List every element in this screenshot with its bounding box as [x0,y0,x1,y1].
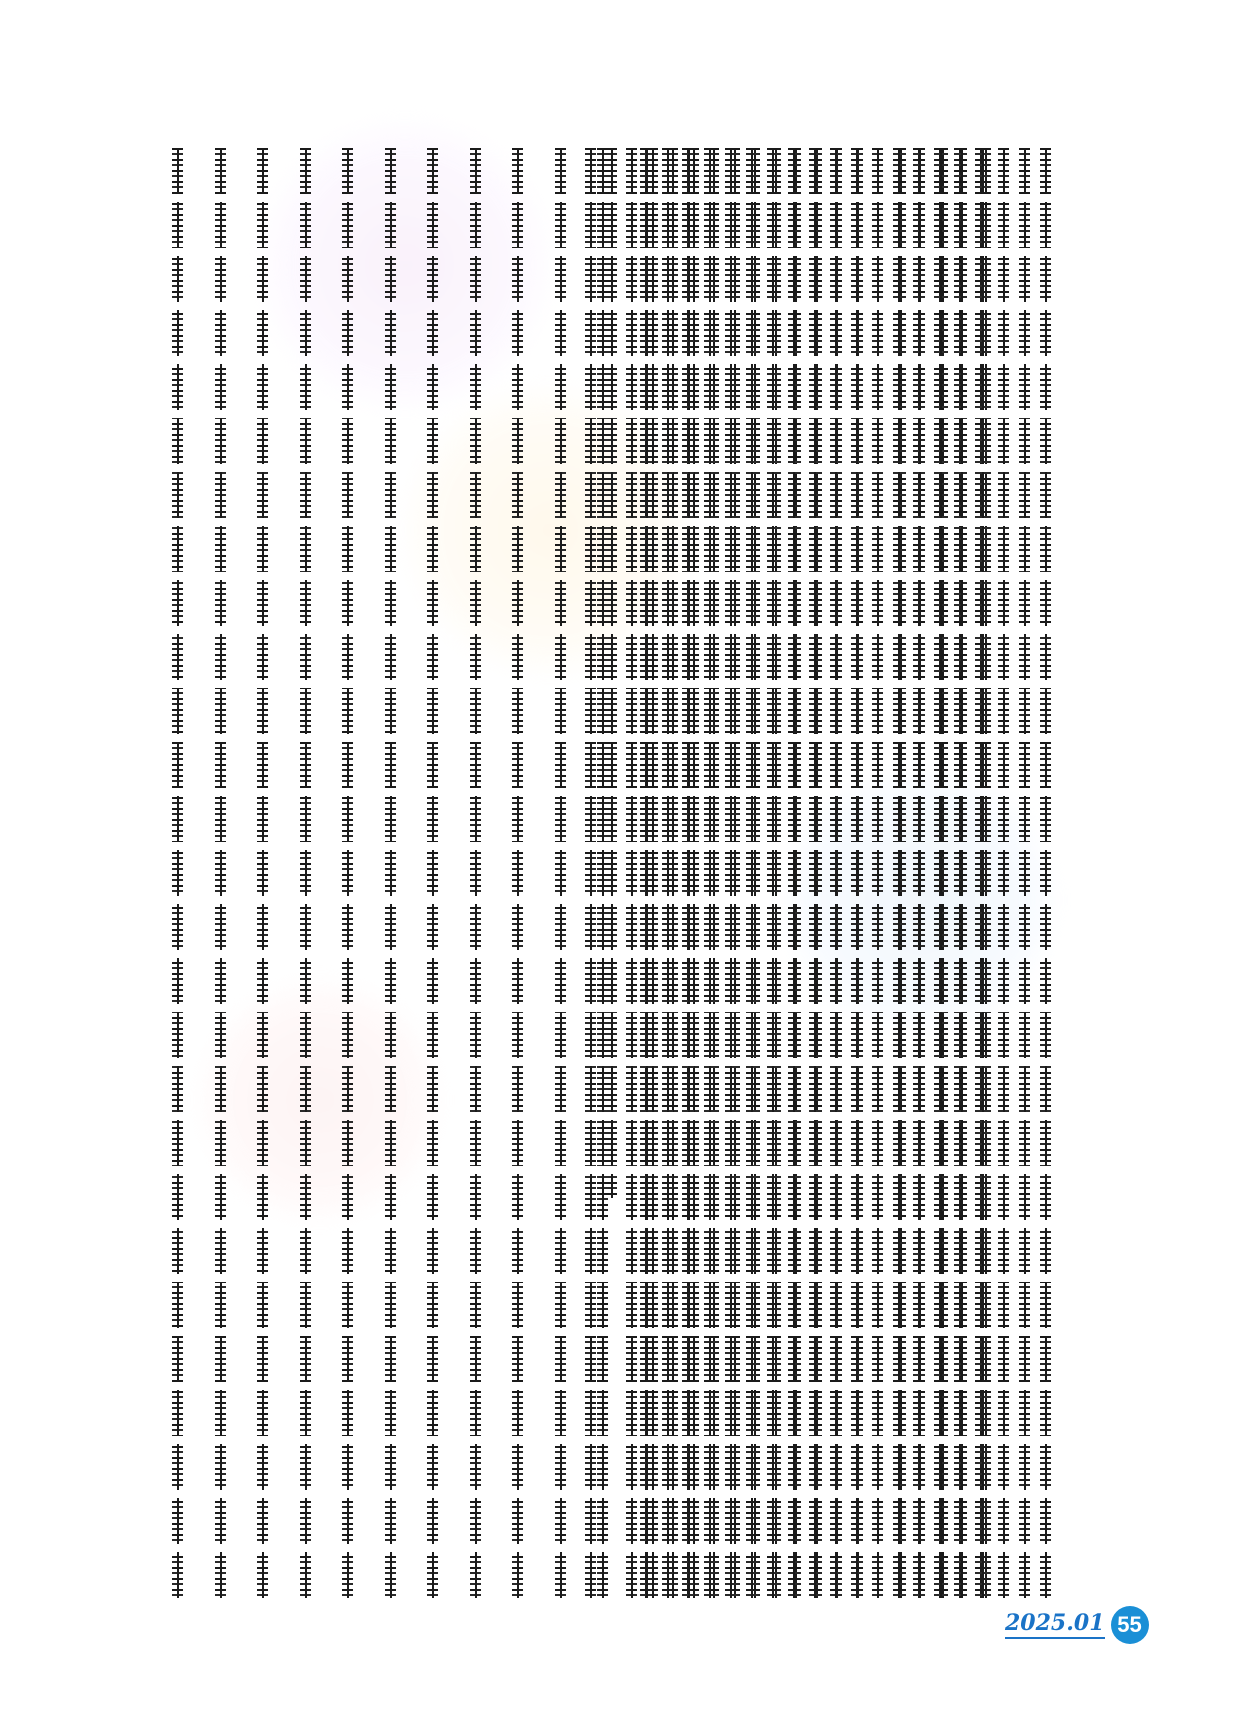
text-line [725,148,736,1606]
text-line [470,148,481,1606]
text-line [788,148,799,1606]
text-line [935,148,946,1606]
text-line [300,148,311,1606]
issue-date: 2025.01 [1005,1611,1105,1638]
text-line [683,148,694,1606]
text-line [704,148,715,1606]
text-line [746,148,757,1606]
text-line [626,148,637,1606]
text-line [893,148,904,1606]
text-line [172,148,183,1606]
text-line [998,148,1009,1606]
text-line [977,148,988,1606]
text-line [851,148,862,1606]
text-line [809,148,820,1606]
text-line [585,148,596,1606]
text-line [215,148,226,1606]
text-column-right [641,148,1061,1606]
text-line [342,148,353,1606]
text-line [427,148,438,1606]
text-line [641,148,652,1606]
text-line [830,148,841,1606]
text-line [512,148,523,1606]
text-line [555,148,566,1606]
text-line [606,148,617,1198]
text-line [872,148,883,1606]
text-line [767,148,778,1606]
page-footer [1005,1605,1149,1645]
text-line [914,148,925,1606]
text-line [662,148,673,1606]
page-number-badge: 55 [1111,1606,1149,1644]
text-line [385,148,396,1606]
text-line [956,148,967,1606]
text-line [1040,148,1051,1606]
text-line [1019,148,1030,1606]
text-line [257,148,268,1606]
